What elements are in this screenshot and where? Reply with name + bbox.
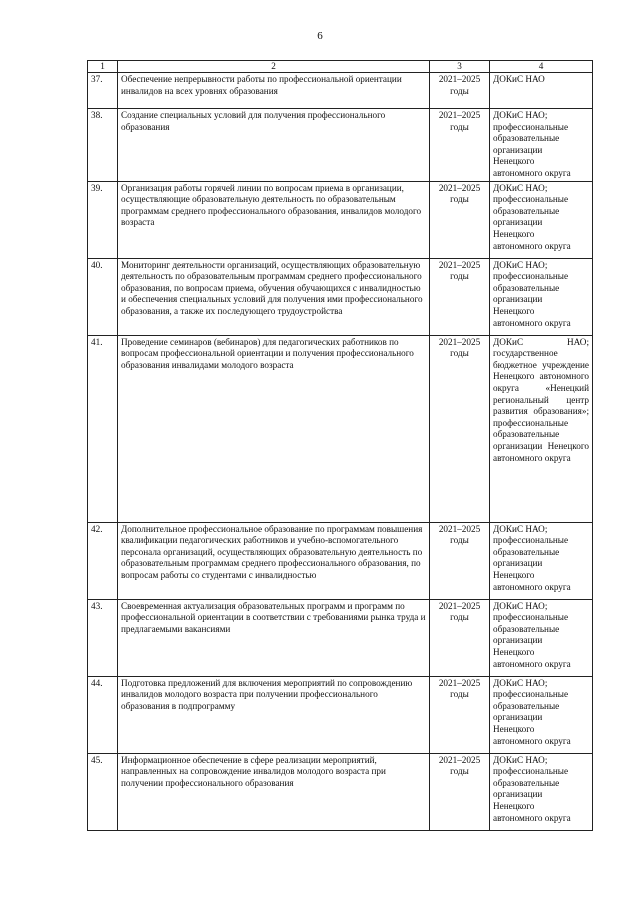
table-row (88, 753, 593, 830)
executors: ДОКиС НАО; профессиональные образовательные организации Ненецкого автономного округа (490, 522, 593, 599)
table-row (88, 258, 593, 335)
executors: ДОКиС НАО; профессиональные образовательные организации Ненецкого автономного округа (490, 109, 593, 182)
activity-text: Проведение семинаров (вебинаров) для педагогических работников по вопросам профессиональной ориентации и получения профессионального образования инвалидами молодого возраста (118, 335, 430, 522)
period: 2021–2025 годы (430, 522, 490, 599)
period: 2021–2025 годы (430, 753, 490, 830)
table-row (88, 676, 593, 753)
period: 2021–2025 годы (430, 258, 490, 335)
table-row (88, 522, 593, 599)
row-number: 45. (88, 753, 118, 830)
period: 2021–2025 годы (430, 335, 490, 522)
executors: ДОКиС НАО (490, 73, 593, 109)
table-row (88, 109, 593, 182)
row-number: 37. (88, 73, 118, 109)
executors: ДОКиС НАО; профессиональные образовательные организации Ненецкого автономного округа (490, 258, 593, 335)
period: 2021–2025 годы (430, 73, 490, 109)
table-row (88, 181, 593, 258)
executors: ДОКиС НАО; профессиональные образовательные организации Ненецкого автономного округа (490, 599, 593, 676)
executors: ДОКиС НАО; профессиональные образовательные организации Ненецкого автономного округа (490, 676, 593, 753)
row-number: 41. (88, 335, 118, 522)
activity-text: Мониторинг деятельности организаций, осуществляющих образовательную деятельность по образовательным программам среднего профессионального образования, по вопросам приема, обучения обучающихся с инвалидностью и обеспечения специальных условий для получения ими профессионального образования, а также их последующего трудоустройства (118, 258, 430, 335)
executors: ДОКиС НАО; профессиональные образовательные организации Ненецкого автономного округа (490, 181, 593, 258)
activities-table (87, 60, 593, 831)
table-row (88, 73, 593, 109)
row-number: 43. (88, 599, 118, 676)
table-header-row (88, 61, 593, 73)
page-number: 6 (317, 30, 323, 42)
header-col-3: 3 (430, 61, 490, 73)
row-number: 39. (88, 181, 118, 258)
activity-text: Создание специальных условий для получения профессионального образования (118, 109, 430, 182)
table-row (88, 335, 593, 522)
row-number: 42. (88, 522, 118, 599)
header-col-1: 1 (88, 61, 118, 73)
activity-text: Дополнительное профессиональное образование по программам повышения квалификации педагогических работников и учебно-вспомогательного персонала организаций, осуществляющих образовательную деятельность по образовательным программам среднего профессионального образования, по вопросам работы со студентами с инвалидностью (118, 522, 430, 599)
period: 2021–2025 годы (430, 181, 490, 258)
table-row (88, 599, 593, 676)
row-number: 40. (88, 258, 118, 335)
period: 2021–2025 годы (430, 599, 490, 676)
row-number: 44. (88, 676, 118, 753)
activity-text: Информационное обеспечение в сфере реализации мероприятий, направленных на сопровождение инвалидов молодого возраста при получении профессионального образования (118, 753, 430, 830)
activity-text: Своевременная актуализация образовательных программ и программ по профессиональной ориентации в соответствии с требованиями рынка труда и предлагаемыми вакансиями (118, 599, 430, 676)
header-col-4: 4 (490, 61, 593, 73)
executors: ДОКиС НАО; профессиональные образовательные организации Ненецкого автономного округа (490, 753, 593, 830)
period: 2021–2025 годы (430, 109, 490, 182)
executors: ДОКиС НАО; государственное бюджетное учреждение Ненецкого автономного округа «Ненецкий региональный центр развития образования»; профессиональные образовательные организации Ненецкого автономного округа (490, 335, 593, 522)
header-col-2: 2 (118, 61, 430, 73)
activity-text: Обеспечение непрерывности работы по профессиональной ориентации инвалидов на всех уровнях образования (118, 73, 430, 109)
period: 2021–2025 годы (430, 676, 490, 753)
row-number: 38. (88, 109, 118, 182)
activity-text: Организация работы горячей линии по вопросам приема в организации, осуществляющие образовательную деятельность по образовательным программам среднего профессионального образования, инвалидов молодого возраста (118, 181, 430, 258)
activity-text: Подготовка предложений для включения мероприятий по сопровождению инвалидов молодого возраста при получении профессионального образования в подпрограмму (118, 676, 430, 753)
